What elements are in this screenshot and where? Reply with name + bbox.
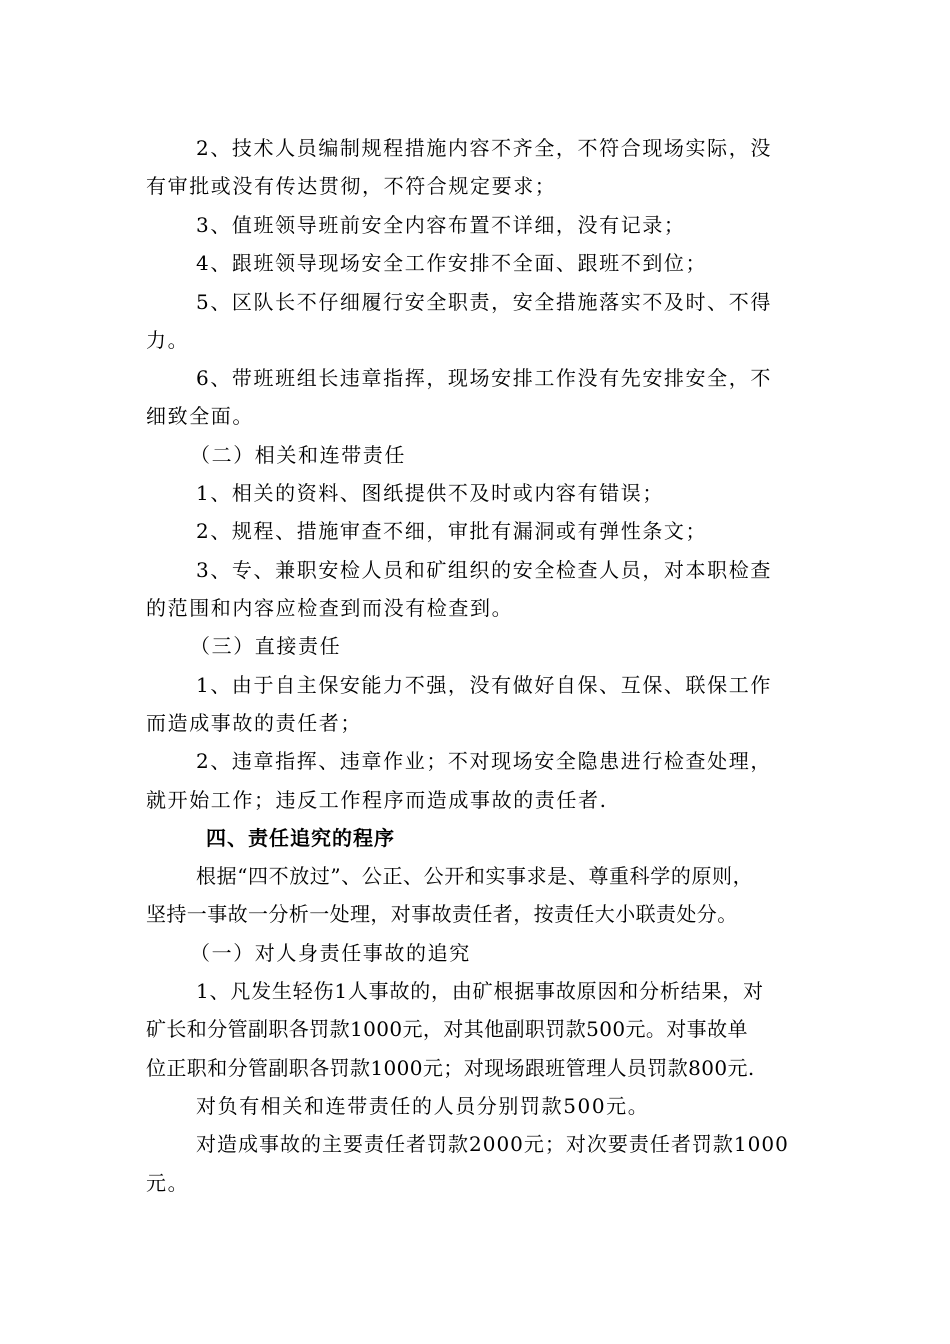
paragraph-line: 1、相关的资料、图纸提供不及时或内容有错误；: [196, 481, 664, 505]
section-subheading: （三）直接责任: [190, 634, 342, 658]
paragraph-line: 1、由于自主保安能力不强，没有做好自保、互保、联保工作: [196, 673, 772, 697]
paragraph-line: 就开始工作；违反工作程序而造成事故的责任者.: [146, 788, 608, 812]
paragraph-line: 6、带班班组长违章指挥，现场安排工作没有先安排安全，不: [196, 366, 772, 390]
paragraph-line: 矿长和分管副职各罚款1000元，对其他副职罚款500元。对事故单: [146, 1017, 748, 1041]
paragraph-line: 2、违章指挥、违章作业；不对现场安全隐患进行检查处理，: [196, 749, 772, 773]
paragraph-line: 1、凡发生轻伤1人事故的，由矿根据事故原因和分析结果，对: [196, 979, 764, 1003]
paragraph-line: 而造成事故的责任者；: [146, 711, 362, 735]
paragraph-line: 有审批或没有传达贯彻，不符合规定要求；: [146, 174, 557, 198]
paragraph-line: 细致全面。: [146, 404, 254, 428]
paragraph-line: 3、专、兼职安检人员和矿组织的安全检查人员，对本职检查: [196, 558, 772, 582]
section-subheading: （二）相关和连带责任: [190, 443, 406, 467]
paragraph-line: 2、规程、措施审查不细，审批有漏洞或有弹性条文；: [196, 519, 708, 543]
paragraph-line: 3、值班领导班前安全内容布置不详细，没有记录；: [196, 213, 686, 237]
paragraph-line: 对造成事故的主要责任者罚款2000元；对次要责任者罚款1000: [196, 1132, 789, 1156]
paragraph-line: 力。: [146, 328, 190, 352]
paragraph-line: 2、技术人员编制规程措施内容不齐全，不符合现场实际，没: [196, 136, 772, 160]
paragraph-line: 元。: [146, 1171, 190, 1195]
paragraph-line: 5、区队长不仔细履行安全职责，安全措施落实不及时、不得: [196, 290, 772, 314]
paragraph-line: 坚持一事故一分析一处理，对事故责任者，按责任大小联责处分。: [146, 902, 738, 926]
paragraph-line: 的范围和内容应检查到而没有检查到。: [146, 596, 514, 620]
paragraph-line: 4、跟班领导现场安全工作安排不全面、跟班不到位；: [196, 251, 708, 275]
paragraph-line: 对负有相关和连带责任的人员分别罚款500元。: [196, 1094, 650, 1118]
section-subheading: （一）对人身责任事故的追究: [190, 941, 471, 965]
paragraph-line: 位正职和分管副职各罚款1000元；对现场跟班管理人员罚款800元.: [146, 1056, 755, 1080]
section-heading: 四、责任追究的程序: [206, 826, 395, 850]
paragraph-line: 根据“四不放过”、公正、公开和实事求是、尊重科学的原则，: [196, 864, 754, 888]
